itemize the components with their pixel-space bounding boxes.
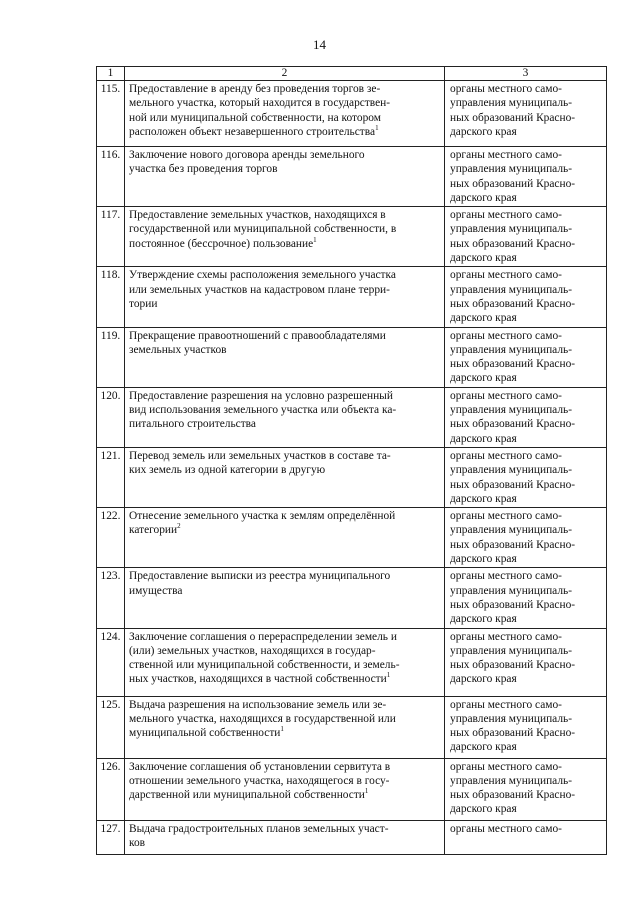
authority-line: управления муниципаль- xyxy=(450,163,572,176)
responsible-authority xyxy=(445,508,607,568)
service-name-text: постоянное (бессрочное) пользование xyxy=(129,237,314,250)
authority-line: ных образований Красно- xyxy=(450,478,576,491)
table-row xyxy=(97,508,607,568)
row-number: 122. xyxy=(97,508,125,568)
row-number: 125. xyxy=(97,696,125,758)
authority-line: ных образований Красно- xyxy=(450,358,576,371)
footnote-mark: 1 xyxy=(386,671,391,680)
authority-line: органы местного само- xyxy=(450,570,562,583)
authority-line: органы местного само- xyxy=(450,329,562,342)
table-row xyxy=(97,568,607,628)
responsible-authority xyxy=(445,568,607,628)
row-number: 127. xyxy=(97,820,125,854)
service-name-line xyxy=(129,698,441,712)
service-name-text: расположен объект незавершенного строительства xyxy=(129,125,376,138)
footnote-mark: 2 xyxy=(177,522,181,531)
footnote-mark: 1 xyxy=(375,124,379,133)
row-number: 120. xyxy=(97,387,125,447)
authority-line: управления муниципаль- xyxy=(450,774,572,787)
authority-line: управления муниципаль- xyxy=(450,464,572,477)
service-name-line xyxy=(129,658,441,672)
service-name-text: Предоставление разрешения на условно разрешенный xyxy=(129,389,393,402)
responsible-authority xyxy=(445,147,607,207)
row-number: 116. xyxy=(97,147,125,207)
table-row xyxy=(97,820,607,854)
authority-line: ных образований Красно- xyxy=(450,111,576,124)
row-number: 126. xyxy=(97,758,125,820)
column-header-3: 3 xyxy=(445,67,607,81)
authority-line: управления муниципаль- xyxy=(450,584,572,597)
service-name-line xyxy=(129,389,441,403)
service-name-line xyxy=(129,449,441,463)
service-name-line xyxy=(129,788,441,802)
service-name-text: ков xyxy=(129,836,146,849)
service-name-line xyxy=(129,148,441,162)
row-number: 115. xyxy=(97,81,125,147)
authority-line: дарского края xyxy=(450,741,517,754)
row-number: 119. xyxy=(97,327,125,387)
service-name-line xyxy=(129,283,441,297)
responsible-authority xyxy=(445,628,607,696)
authority-line: дарского края xyxy=(450,191,517,204)
authority-line: управления муниципаль- xyxy=(450,223,572,236)
service-name-line xyxy=(129,509,441,523)
authority-line: дарского края xyxy=(450,252,517,265)
service-name-line xyxy=(129,463,441,477)
authority-line: ных образований Красно- xyxy=(450,789,576,802)
authority-line: ных образований Красно- xyxy=(450,177,576,190)
service-name-text: земельных участков xyxy=(129,343,227,356)
authority-line: управления муниципаль- xyxy=(450,343,572,356)
service-name-line xyxy=(129,268,441,282)
service-name-line xyxy=(129,96,441,110)
service-name-line xyxy=(129,329,441,343)
authority-line: органы местного само- xyxy=(450,149,562,161)
service-name-line xyxy=(129,644,441,658)
footnote-mark: 1 xyxy=(364,787,369,796)
row-number: 123. xyxy=(97,568,125,628)
service-name-line xyxy=(129,403,441,417)
service-name-text: Предоставление выписки из реестра муниципального xyxy=(129,570,391,583)
authority-line: дарского края xyxy=(450,312,517,325)
service-name-line xyxy=(129,836,441,850)
service-name-text: Заключение соглашения о перераспределении земель и xyxy=(129,630,397,643)
service-name xyxy=(125,207,445,267)
authority-line: ных образований Красно- xyxy=(450,538,576,551)
service-name-text: ких земель из одной категории в другую xyxy=(129,464,326,477)
column-header-2: 2 xyxy=(125,67,445,81)
authority-line: управления муниципаль- xyxy=(450,712,572,725)
service-name xyxy=(125,508,445,568)
service-name-line xyxy=(129,237,441,251)
authority-line: органы местного само- xyxy=(450,698,562,711)
row-number: 118. xyxy=(97,267,125,327)
table-row xyxy=(97,147,607,207)
service-name-line xyxy=(129,125,441,139)
service-name-text: мельного участка, находящихся в государственной или xyxy=(129,712,396,725)
service-name-text: участка без проведения торгов xyxy=(129,163,278,176)
service-name-text: Выдача градостроительных планов земельных участ- xyxy=(129,822,389,835)
service-name-text: Предоставление земельных участков, находящихся в xyxy=(129,209,386,222)
service-name-text: тории xyxy=(129,297,158,310)
authority-line: ных образований Красно- xyxy=(450,237,576,250)
service-name xyxy=(125,820,445,854)
service-name-text: имущества xyxy=(129,584,183,597)
service-name-line xyxy=(129,111,441,125)
responsible-authority xyxy=(445,820,607,854)
service-name-text: Отнесение земельного участка к землям определённой xyxy=(129,510,396,523)
service-name xyxy=(125,387,445,447)
responsible-authority xyxy=(445,327,607,387)
service-name xyxy=(125,696,445,758)
authority-line: управления муниципаль- xyxy=(450,97,572,110)
service-name-line xyxy=(129,523,441,537)
service-name-text: государственной или муниципальной собственности, в xyxy=(129,223,397,236)
table-row xyxy=(97,696,607,758)
row-number: 117. xyxy=(97,207,125,267)
authority-line: ных образований Красно- xyxy=(450,659,576,672)
service-name xyxy=(125,628,445,696)
authority-line: органы местного само- xyxy=(450,269,562,282)
page-number: 14 xyxy=(313,37,326,52)
service-name-text: Предоставление в аренду без проведения торгов зе- xyxy=(129,83,381,95)
responsible-authority xyxy=(445,387,607,447)
service-name-line xyxy=(129,760,441,774)
service-name-text: (или) земельных участков, находящихся в государ- xyxy=(129,644,376,657)
responsible-authority xyxy=(445,207,607,267)
authority-line: дарского края xyxy=(450,372,517,385)
service-name-text: ной или муниципальной собственности, на котором xyxy=(129,111,381,124)
authority-line: органы местного само- xyxy=(450,449,562,462)
authority-line: дарского края xyxy=(450,803,517,816)
authority-line: дарского края xyxy=(450,125,517,138)
authority-line: управления муниципаль- xyxy=(450,283,572,296)
service-name-text: ных участков, находящихся в частной собственности xyxy=(129,673,387,686)
authority-line: ных образований Красно- xyxy=(450,297,576,310)
service-name-text: Заключение нового договора аренды земельного xyxy=(129,149,365,161)
authority-line: дарского края xyxy=(450,432,517,445)
service-name-line xyxy=(129,208,441,222)
service-name-line xyxy=(129,672,441,686)
authority-line: органы местного само- xyxy=(450,760,562,773)
service-name-line xyxy=(129,297,441,311)
service-name-line xyxy=(129,584,441,598)
row-number: 124. xyxy=(97,628,125,696)
service-name xyxy=(125,147,445,207)
service-name-line xyxy=(129,162,441,176)
authority-line: управления муниципаль- xyxy=(450,404,572,417)
footnote-mark: 1 xyxy=(313,235,317,244)
authority-line: органы местного само- xyxy=(450,630,562,643)
authority-line: органы местного само- xyxy=(450,389,562,402)
service-name-text: или земельных участков на кадастровом плане терри- xyxy=(129,283,390,296)
service-name-text: Выдача разрешения на использование земель или зе- xyxy=(129,698,387,711)
authority-line: ных образований Красно- xyxy=(450,598,576,611)
service-name xyxy=(125,81,445,147)
table-row xyxy=(97,207,607,267)
service-name-text: Утверждение схемы расположения земельного участка xyxy=(129,269,396,282)
table-body xyxy=(97,67,607,855)
responsible-authority xyxy=(445,267,607,327)
service-name-text: питального строительства xyxy=(129,418,256,431)
service-name-text: Заключение соглашения об установлении сервитута в xyxy=(129,760,391,773)
service-name-line xyxy=(129,822,441,836)
service-name xyxy=(125,568,445,628)
authority-line: органы местного само- xyxy=(450,209,562,222)
service-name-line xyxy=(129,712,441,726)
table-row xyxy=(97,447,607,507)
authority-line: дарского края xyxy=(450,492,517,505)
table-header-row xyxy=(97,67,607,81)
service-name-line xyxy=(129,82,441,96)
table-row xyxy=(97,81,607,147)
authority-line: управления муниципаль- xyxy=(450,644,572,657)
services-table xyxy=(96,66,607,855)
authority-line: ных образований Красно- xyxy=(450,727,576,740)
service-name-line xyxy=(129,343,441,357)
service-name-text: категории xyxy=(129,524,178,537)
table-row xyxy=(97,758,607,820)
service-name xyxy=(125,447,445,507)
service-name-line xyxy=(129,774,441,788)
table-row xyxy=(97,327,607,387)
authority-line: дарского края xyxy=(450,613,517,626)
table-row xyxy=(97,267,607,327)
service-name-text: ственной или муниципальной собственности, и земель- xyxy=(129,659,400,672)
service-name-line xyxy=(129,726,441,740)
service-name-text: муниципальной собственности xyxy=(129,727,281,740)
responsible-authority xyxy=(445,696,607,758)
authority-line: управления муниципаль- xyxy=(450,524,572,537)
service-name-line xyxy=(129,569,441,583)
responsible-authority xyxy=(445,81,607,147)
service-name-text: вид использования земельного участка или объекта ка- xyxy=(129,404,397,417)
service-name-line xyxy=(129,630,441,644)
column-header-1: 1 xyxy=(97,67,125,81)
service-name-text: мельного участка, который находится в государствен- xyxy=(129,97,391,110)
table-row xyxy=(97,387,607,447)
service-name-text: Прекращение правоотношений с правообладателями xyxy=(129,329,386,342)
authority-line: дарского края xyxy=(450,553,517,566)
footnote-mark: 1 xyxy=(280,725,284,734)
authority-line: органы местного само- xyxy=(450,83,562,95)
service-name xyxy=(125,327,445,387)
service-name-line xyxy=(129,222,441,236)
authority-line: органы местного само- xyxy=(450,510,562,523)
service-name xyxy=(125,758,445,820)
authority-line: органы местного само- xyxy=(450,822,562,835)
authority-line: ных образований Красно- xyxy=(450,418,576,431)
responsible-authority xyxy=(445,758,607,820)
table-row xyxy=(97,628,607,696)
responsible-authority xyxy=(445,447,607,507)
service-name xyxy=(125,267,445,327)
authority-line: дарского края xyxy=(450,673,517,686)
service-name-text: дарственной или муниципальной собственности xyxy=(129,789,365,802)
row-number: 121. xyxy=(97,447,125,507)
service-name-text: отношении земельного участка, находящегося в госу- xyxy=(129,774,390,787)
service-name-line xyxy=(129,417,441,431)
service-name-text: Перевод земель или земельных участков в составе та- xyxy=(129,449,391,462)
